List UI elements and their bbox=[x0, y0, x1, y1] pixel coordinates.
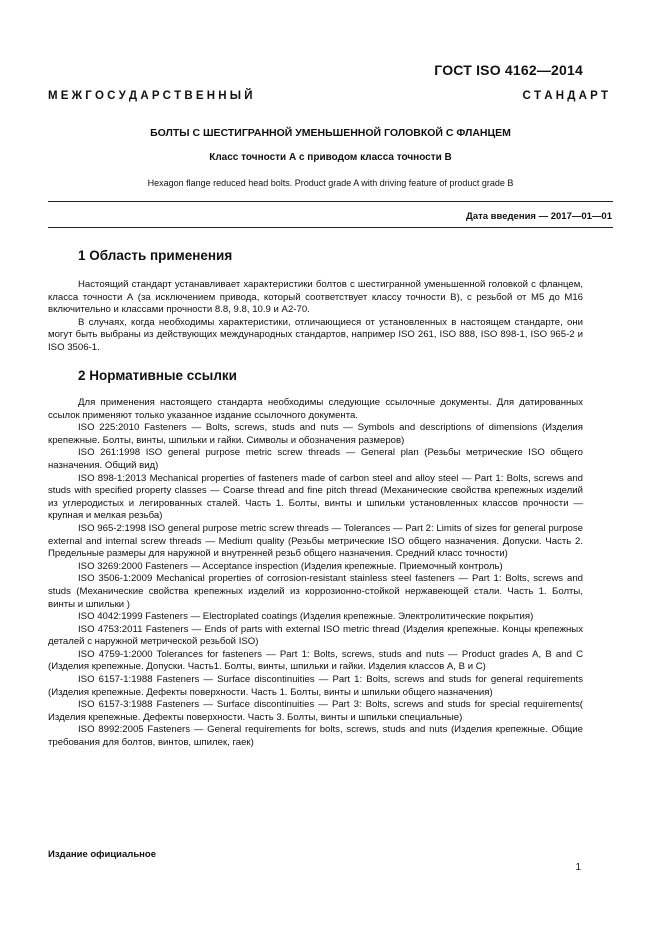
document-subtitle: Класс точности А с приводом класса точности В bbox=[209, 152, 452, 163]
section-body-scope bbox=[48, 279, 583, 355]
document-title: БОЛТЫ С ШЕСТИГРАННОЙ УМЕНЬШЕННОЙ ГОЛОВКОЙ С ФЛАНЦЕМ bbox=[150, 127, 511, 139]
paragraph: В случаях, когда необходимы характеристики, отличающиеся от установленных в настоящем стандарте, они могут быть выбраны из действующих международных стандартов, например ISO 261, ISO 888, ISO 898-1, ISO 965-2 и ISO 3506-1. bbox=[48, 316, 583, 353]
section-heading-scope: 1 Область применения bbox=[78, 248, 233, 263]
divider-top bbox=[48, 201, 613, 202]
reference-item: ISO 261:1998 ISO general purpose metric screw threads — General plan (Резьбы метрические ISO общего назначения. Общий вид) bbox=[48, 447, 583, 471]
standard-type-word-2: С Т А Н Д А Р Т bbox=[522, 90, 608, 102]
paragraph: Для применения настоящего стандарта необходимы следующие ссылочные документы. Для датированных ссылок применяют только указанное издание ссылочного документа. bbox=[48, 397, 583, 421]
reference-item: ISO 8992:2005 Fasteners — General requirements for bolts, screws, studs and nuts (Изделия крепежные. Общие требования для болтов, винтов, шпилек, гаек) bbox=[48, 724, 583, 749]
reference-item: ISO 4759-1:2000 Tolerances for fasteners — Part 1: Bolts, screws, studs and nuts — Product grades A, B and C (Изделия крепежные. Допуски. Часть1. Болты, винты, шпильки и гайки. Изделия классов А, В и С) bbox=[48, 648, 583, 673]
reference-item: ISO 898-1:2013 Mechanical properties of fasteners made of carbon steel and alloy steel — Part 1: Bolts, screws and studs with specified property classes — Coarse thread and fine pitch thread (Механические свойства крепежных изделий из углеродистых и легированных сталей. Часть 1. Болты, винты и шпильки установленных классов прочности — крупная и мелкая резьба) bbox=[48, 472, 583, 522]
reference-item: ISO 965-2:1998 ISO general purpose metric screw threads — Tolerances — Part 2: Limits of sizes for general purpose external and internal screw threads — Medium quality (Резьбы метрические ISO общего назначения. Допуски. Часть 2. Предельные размеры для наружной и внутренней резьб общего назначения. Средний класс точности) bbox=[48, 522, 583, 560]
paragraph: Настоящий стандарт устанавливает характеристики болтов с шестигранной уменьшенной головкой с фланцем, класса точности А (за исключением привода, который соответствует классу точности В), с резьбой от М5 до М16 включительно и классами прочности 8.8, 9.8, 10.9 и А2-70. bbox=[48, 279, 583, 316]
reference-item: ISO 225:2010 Fasteners — Bolts, screws, studs and nuts — Symbols and descriptions of dimensions (Изделия крепежные. Болты, винты, шпильки и гайки. Символы и обозначения размеров) bbox=[48, 422, 583, 446]
section-heading-normative-references: 2 Нормативные ссылки bbox=[78, 368, 237, 383]
reference-item: ISO 6157-1:1988 Fasteners — Surface discontinuities — Part 1: Bolts, screws and studs for general requirements (Изделия крепежные. Дефекты поверхности. Часть 1. Болты, винты и шпильки общего назначения) bbox=[48, 674, 583, 698]
standard-type-banner bbox=[48, 90, 608, 102]
divider-date bbox=[48, 227, 613, 228]
reference-item: ISO 4042:1999 Fasteners — Electroplated coatings (Изделия крепежные. Электролитические покрытия) bbox=[78, 611, 534, 623]
introduction-date: Дата введения — 2017—01—01 bbox=[466, 211, 612, 222]
page-number: 1 bbox=[575, 862, 581, 873]
document-code: ГОСТ ISO 4162—2014 bbox=[434, 62, 583, 78]
reference-item: ISO 3269:2000 Fasteners — Acceptance inspection (Изделия крепежные. Приемочный контроль) bbox=[78, 560, 503, 572]
document-title-english: Hexagon flange reduced head bolts. Product grade A with driving feature of product grade B bbox=[147, 178, 514, 188]
reference-item: ISO 6157-3:1988 Fasteners — Surface discontinuities — Part 3: Bolts, screws and studs for special requirements( Изделия крепежные. Дефекты поверхности. Часть 3. Болты, винты и шпильки специальные) bbox=[48, 699, 583, 723]
reference-item: ISO 4753:2011 Fasteners — Ends of parts with external ISO metric thread (Изделия крепежные. Концы крепежных деталей с наружной метрической резьбой ISO) bbox=[48, 623, 583, 648]
reference-item: ISO 3506-1:2009 Mechanical properties of corrosion-resistant stainless steel fasteners — Part 1: Bolts, screws and studs (Механические свойства крепежных изделий из коррозионно-стойкой нержавеющей стали. Часть 1. Болты, винты и шпильки ) bbox=[48, 573, 583, 610]
standard-type-word-1: М Е Ж Г О С У Д А Р С Т В Е Н Н Ы Й bbox=[48, 90, 253, 102]
edition-note: Издание официальное bbox=[48, 849, 156, 860]
section-body-normative-references bbox=[48, 397, 583, 750]
